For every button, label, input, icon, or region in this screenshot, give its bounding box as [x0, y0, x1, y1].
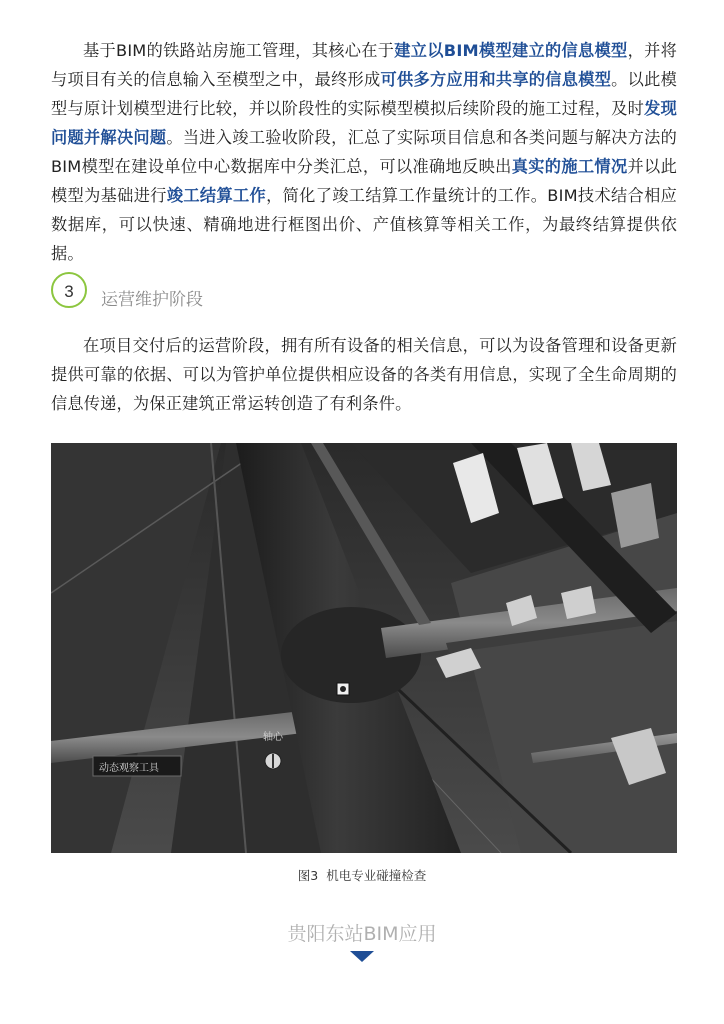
orbit-marker-dot — [340, 686, 346, 692]
tool-label-text: 动态观察工具 — [99, 763, 159, 774]
p1-highlight-3: 发现问题并解决问题 — [51, 99, 677, 147]
footer-title: 贵阳东站BIM应用 — [287, 923, 437, 945]
mep-3d-render-image — [51, 443, 677, 853]
paragraph-operation: 在项目交付后的运营阶段，拥有所有设备的相关信息，可以为设备管理和设备更新提供可靠的依据、可以为管护单位提供相应设备的各类有用信息，实现了全生命周期的信息传递，为保正建筑正常运转创造了有利条件。 — [51, 336, 677, 413]
section-title: 运营维护阶段 — [101, 290, 203, 310]
caption-text: 机电专业碰撞检查 — [326, 868, 427, 883]
p1-highlight-2: 可供多方应用和共享的信息模型 — [380, 70, 612, 89]
p1-text-6: ，简化了竣工结算工作量统计的工作。BIM技术结合相应数据库，可以快速、精确地进行框图出价、产值核算等相关工作，为最终结算提供依据。 — [51, 186, 678, 263]
p1-text-3: 。以此模型与原计划模型进行比较，并以阶段性的实际模型模拟后续阶段的施工过程，及时 — [51, 70, 677, 118]
p1-highlight-4: 真实的施工情况 — [511, 157, 628, 176]
section-number-badge — [51, 272, 87, 308]
p1-highlight-5: 竣工结算工作 — [166, 186, 267, 205]
p1-text-4: 。当进入竣工验收阶段，汇总了实际项目信息和各类问题与解决方法的BIM模型在建设单位中心数据库中分类汇总，可以准确地反映出 — [51, 128, 678, 176]
figure-caption — [0, 866, 724, 884]
caption-label: 图3 — [297, 868, 319, 883]
chevron-down-icon — [350, 951, 374, 962]
paragraph-settlement — [51, 36, 677, 268]
p1-text-1: 基于BIM的铁路站房施工管理，其核心在于 — [83, 41, 395, 60]
section-number: 3 — [64, 282, 74, 301]
p1-text-5: 并以此模型为基础进行 — [51, 157, 677, 205]
p1-highlight-1: 建立以BIM模型建立的信息模型 — [394, 41, 628, 60]
figure-collision-check-render — [51, 443, 677, 853]
p1-text-2: ，并将与项目有关的信息输入至模型之中，最终形成 — [51, 41, 677, 89]
pivot-label: 轴心 — [263, 732, 283, 743]
